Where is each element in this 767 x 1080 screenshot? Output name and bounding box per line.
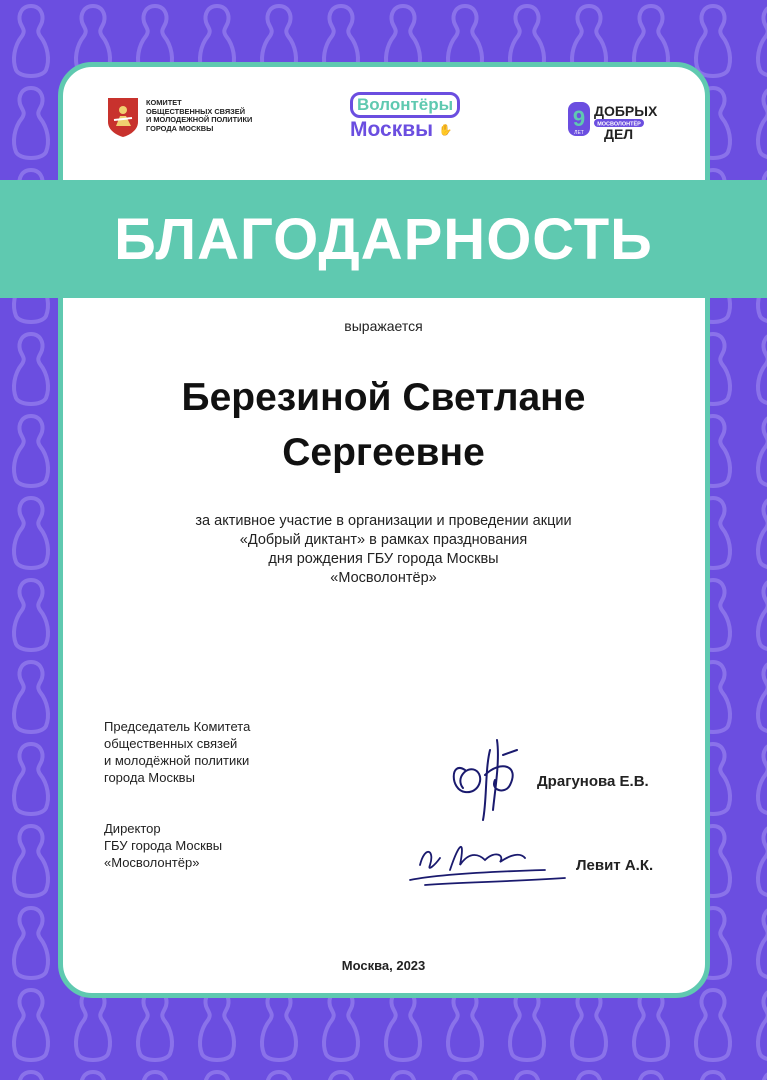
committee-line-4: ГОРОДА МОСКВЫ (146, 123, 214, 133)
signatory1-title-line-4: города Москвы (104, 770, 195, 785)
signatory1-title (104, 718, 250, 786)
signature-1 (445, 730, 535, 825)
committee-line-2: ОБЩЕСТВЕННЫХ СВЯЗЕЙ (146, 106, 246, 116)
reason-line-3: дня рождения ГБУ города Москвы (268, 551, 499, 567)
committee-line-3: И МОЛОДЕЖНОЙ ПОЛИТИКИ (146, 115, 253, 125)
dobrykh-years: ЛЕТ (574, 130, 584, 136)
signatory2-title-line-3: «Мосволонтёр» (104, 855, 200, 870)
header-logos (0, 90, 767, 150)
moscow-coat-of-arms-icon (106, 96, 140, 138)
signatory1-name: Драгунова Е.В. (537, 773, 649, 790)
recipient-name (80, 370, 687, 480)
signatory2-title (104, 820, 222, 871)
signature-2 (405, 830, 575, 890)
committee-logo (106, 96, 252, 138)
dobrykh-word: ДОБРЫХ (594, 103, 658, 119)
footer-place-date: Москва, 2023 (341, 958, 426, 973)
title-band (0, 180, 767, 298)
reason-line-1: за активное участие в организации и проведении акции (195, 513, 572, 529)
signatory2-title-line-1: Директор (104, 821, 161, 836)
committee-line-1: КОМИТЕТ (146, 98, 182, 107)
dobrykh-del: ДЕЛ (604, 126, 634, 142)
signatory2-name: Левит А.К. (576, 857, 654, 874)
volunteers-top-text: Волонтёры (350, 92, 460, 118)
reason-text (120, 512, 647, 588)
signatory1-title-line-2: общественных связей (104, 736, 238, 751)
recipient-line-2: Сергеевне (282, 431, 485, 474)
dobrykh-small: МОСВОЛОНТЁР (597, 121, 641, 128)
hand-icon: ✋ (438, 124, 453, 137)
volunteers-logo (350, 92, 460, 141)
reason-line-2: «Добрый диктант» в рамках празднования (239, 532, 528, 548)
signatory1-title-line-3: и молодёжной политики (104, 753, 250, 768)
expressed-label: выражается (344, 318, 423, 334)
certificate-title: БЛАГОДАРНОСТЬ (114, 206, 653, 272)
recipient-line-1: Березиной Светлане (181, 376, 586, 419)
reason-line-4: «Мосволонтёр» (330, 570, 437, 586)
signatory2-title-line-2: ГБУ города Москвы (104, 838, 223, 853)
signatory1-title-line-1: Председатель Комитета (104, 719, 251, 734)
dobrykh-del-logo (566, 96, 686, 146)
volunteers-bottom-text: Москвы (350, 118, 434, 141)
dobrykh-number: 9 (572, 106, 586, 131)
